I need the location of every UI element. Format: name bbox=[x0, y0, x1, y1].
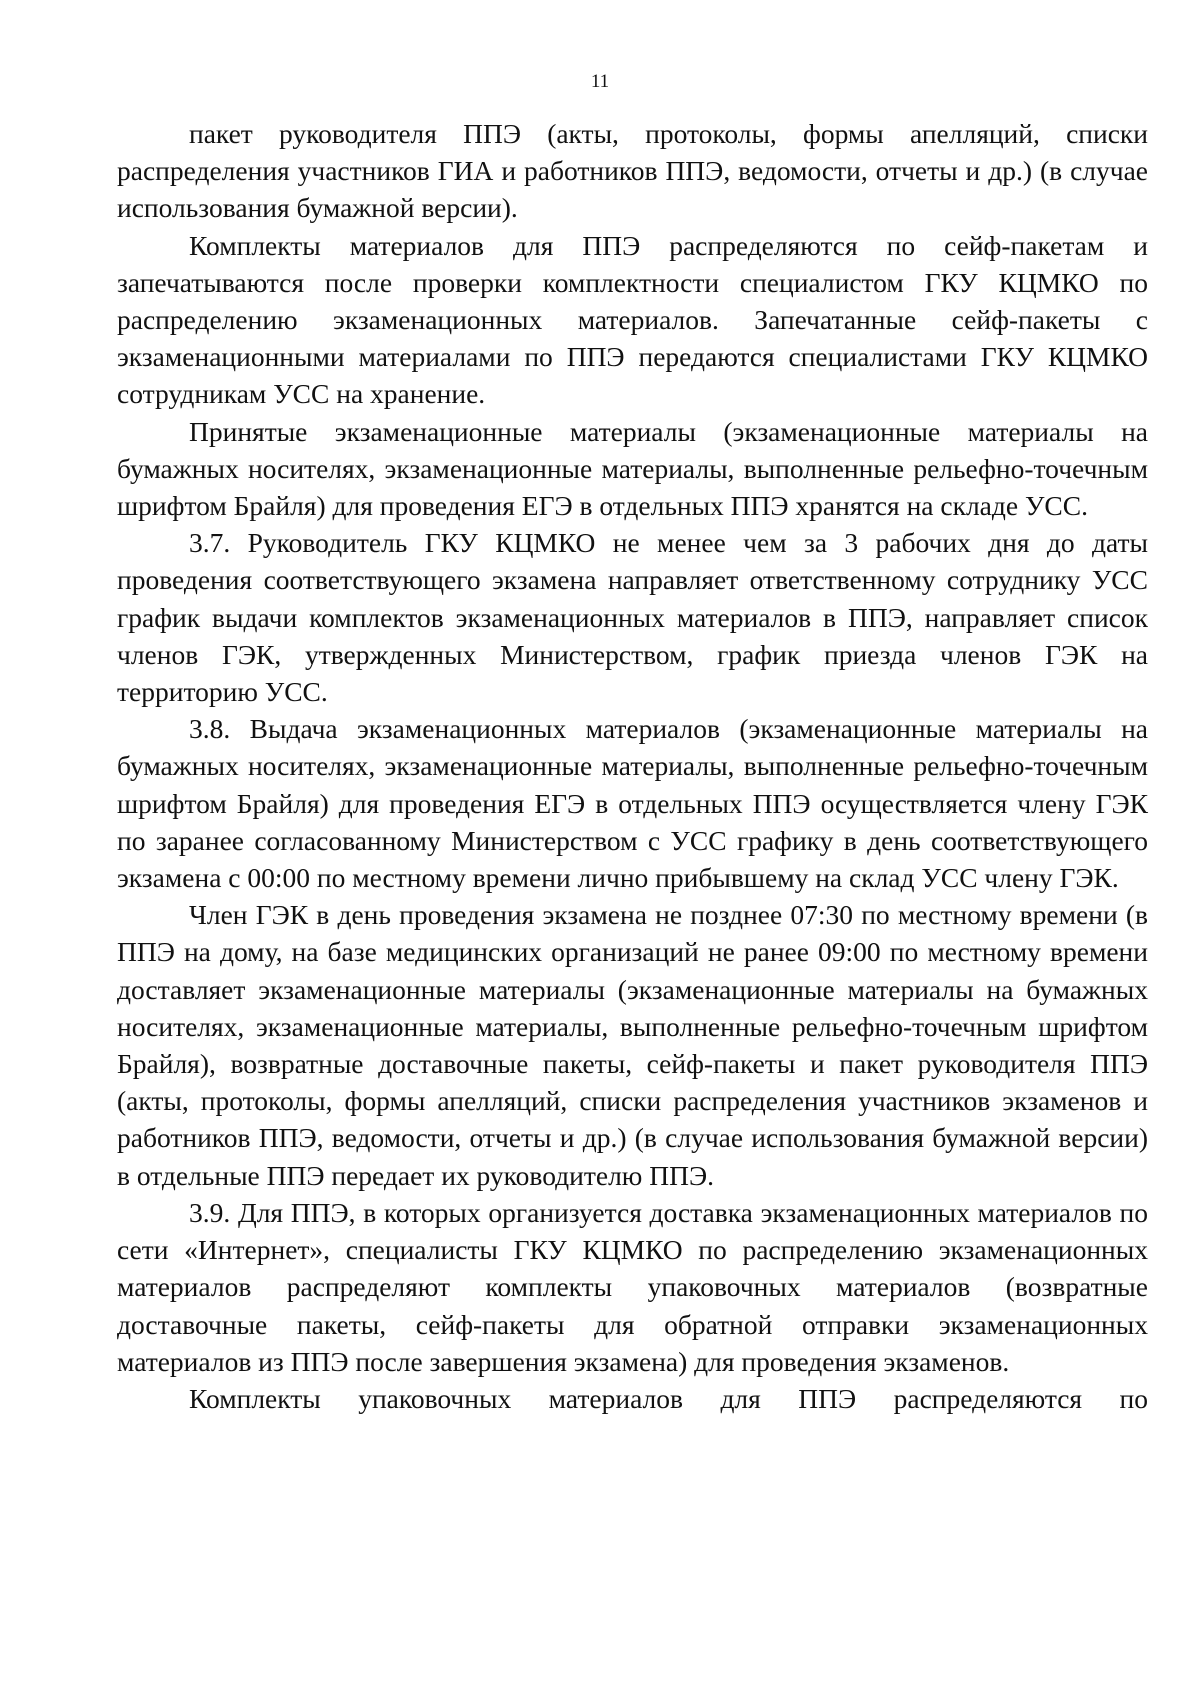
paragraph-6: Член ГЭК в день проведения экзамена не позднее 07:30 по местному времени (в ППЭ на дому, на базе медицинских организаций не ранее 09:00 по местному времени доставляет экзаменационные материалы (экзаменационные материалы на бумажных носителях, экзаменационные материалы, выполненные рельефно-точечным шрифтом Брайля), возвратные доставочные пакеты, сейф-пакеты и пакет руководителя ППЭ (акты, протоколы, формы апелляций, списки распределения участников экзаменов и работников ППЭ, ведомости, отчеты и др.) (в случае использования бумажной версии) в отдельные ППЭ передает их руководителю ППЭ. bbox=[117, 899, 1148, 1191]
paragraph-7: 3.9. Для ППЭ, в которых организуется доставка экзаменационных материалов по сети «Интернет», специалисты ГКУ КЦМКО по распределению экзаменационных материалов распределяют комплекты упаковочных материалов (возвратные доставочные пакеты, сейф-пакеты для обратной отправки экзаменационных материалов из ППЭ после завершения экзамена) для проведения экзаменов. bbox=[117, 1196, 1148, 1377]
document-body bbox=[117, 115, 1148, 1417]
paragraph-5: 3.8. Выдача экзаменационных материалов (экзаменационные материалы на бумажных носителях, экзаменационные материалы, выполненные рельефно-точечным шрифтом Брайля) для проведения ЕГЭ в отдельных ППЭ осуществляется члену ГЭК по заранее согласованному Министерством с УСС графику в день соответствующего экзамена с 00:00 по местному времени лично прибывшему на склад УСС члену ГЭК. bbox=[117, 713, 1148, 894]
paragraph-3: Принятые экзаменационные материалы (экзаменационные материалы на бумажных носителях, экзаменационные материалы, выполненные рельефно-точечным шрифтом Брайля) для проведения ЕГЭ в отдельных ППЭ хранятся на складе УСС. bbox=[117, 415, 1148, 522]
paragraph-1: пакет руководителя ППЭ (акты, протоколы, формы апелляций, списки распределения участников ГИА и работников ППЭ, ведомости, отчеты и др.) (в случае использования бумажной версии). bbox=[117, 118, 1148, 224]
paragraph-8: Комплекты упаковочных материалов для ППЭ распределяются по bbox=[189, 1382, 1148, 1414]
paragraph-2: Комплекты материалов для ППЭ распределяются по сейф-пакетам и запечатываются после проверки комплектности специалистом ГКУ КЦМКО по распределению экзаменационных материалов. Запечатанные сейф-пакеты с экзаменационными материалами по ППЭ передаются специалистами ГКУ КЦМКО сотрудникам УСС на хранение. bbox=[117, 229, 1148, 410]
paragraph-4: 3.7. Руководитель ГКУ КЦМКО не менее чем за 3 рабочих дня до даты проведения соответствующего экзамена направляет ответственному сотруднику УСС график выдачи комплектов экзаменационных материалов в ППЭ, направляет список членов ГЭК, утвержденных Министерством, график приезда членов ГЭК на территорию УСС. bbox=[117, 527, 1148, 708]
page-number: 11 bbox=[590, 71, 610, 92]
